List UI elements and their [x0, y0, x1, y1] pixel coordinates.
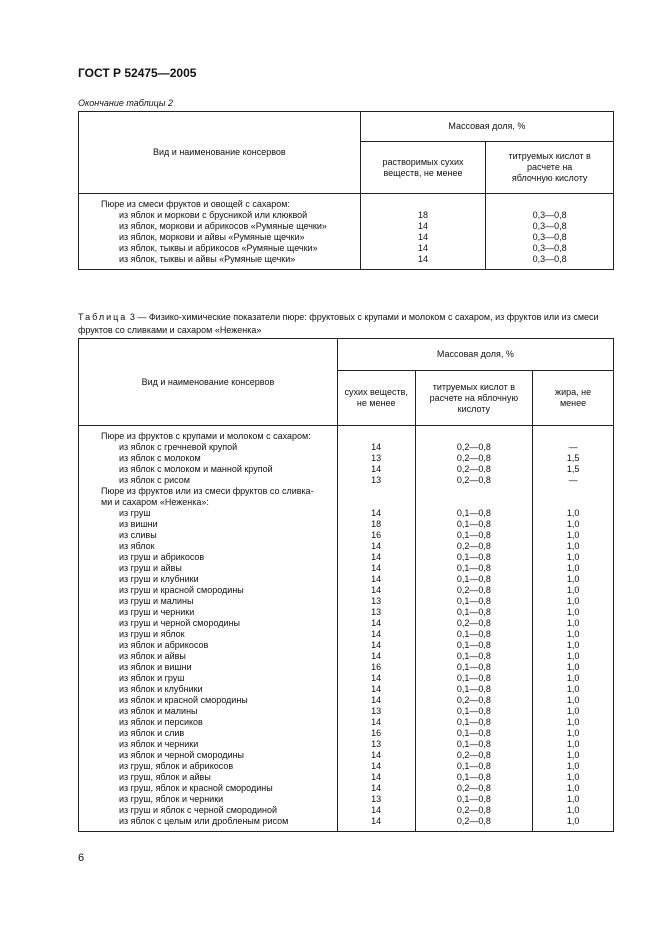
table3-row-name: из яблок и абрикосов: [119, 640, 209, 650]
table3-row-name: из яблок и черной смородины: [119, 750, 245, 760]
page-number: 6: [78, 852, 85, 864]
table2-cell-b: 0,3—0,8: [532, 232, 567, 242]
table2-row-name: из яблок, моркови и абрикосов «Румяные щечки»: [119, 221, 327, 231]
table3-cell-b: 0,2—0,8: [456, 453, 491, 463]
table3-cell-b: 0,1—0,8: [456, 728, 491, 738]
table3-row-name: из яблок и малины: [119, 706, 198, 716]
table3-cell-a: 14: [371, 761, 382, 771]
table3-cell-a: 14: [371, 651, 382, 661]
table3-cell-b: 0,1—0,8: [456, 673, 491, 683]
table3-cell-c: 1,0: [566, 684, 580, 694]
table3-cell-b: 0,1—0,8: [456, 530, 491, 540]
table3-cell-c: 1,0: [566, 596, 580, 606]
table2-row-name: из яблок, тыквы и айвы «Румяные щечки»: [119, 254, 296, 264]
table3-row-name: из груш и красной смородины: [119, 585, 244, 595]
table3-cell-a: 14: [371, 783, 382, 793]
table3-cell-b: 0,1—0,8: [456, 651, 491, 661]
table3-cell-c: [533, 431, 613, 442]
table3-cell-b: 0,2—0,8: [456, 585, 491, 595]
table3-row-name: из груш и малины: [119, 596, 194, 606]
table3-cell-c: 1,0: [566, 772, 580, 782]
table2-row-name: из яблок, тыквы и абрикосов «Румяные щечки»: [119, 243, 318, 253]
table3-cell-a: 14: [371, 772, 382, 782]
table3-cell-a: 14: [371, 442, 382, 452]
table3-cell-c: 1,0: [566, 662, 580, 672]
table3-row-name: из груш и черники: [119, 607, 195, 617]
table3-row-name: из груш, яблок и красной смородины: [119, 783, 273, 793]
table3-cell-a: 13: [371, 596, 382, 606]
table3-col-c-values: [533, 426, 614, 832]
table3-row-name: из груш и черной смородины: [119, 618, 241, 628]
table2-col-b-values: [486, 194, 614, 270]
table2-cell-b: 0,3—0,8: [532, 221, 567, 231]
table3-cell-a: 16: [371, 728, 382, 738]
table3-cell-b: 0,2—0,8: [456, 816, 491, 826]
table3-cell-a: 14: [371, 541, 382, 551]
table2-header-name: Вид и наименование консервов: [79, 112, 361, 194]
table3-caption: [78, 311, 618, 337]
table3-cell-b: 0,1—0,8: [456, 717, 491, 727]
table2-names-column: [79, 194, 361, 270]
table3-cell-c: 1,0: [566, 783, 580, 793]
table3-cell-c: 1,0: [566, 673, 580, 683]
table3-cell-a: 13: [371, 739, 382, 749]
table3-row-name: из яблок с целым или дробленым рисом: [119, 816, 289, 826]
table3-row-name: из яблок и красной смородины: [119, 695, 248, 705]
table3-cell-c: 1,0: [566, 728, 580, 738]
table3-cell-c: 1,0: [566, 541, 580, 551]
table3-cell-c: [533, 497, 613, 508]
table3-header-name: Вид и наименование консервов: [79, 339, 338, 426]
table3-header-col-b: титруемых кислот в расчете на яблочную кислоту: [415, 371, 533, 426]
table3-cell-c: [533, 486, 613, 497]
table3-cell-c: 1,0: [566, 750, 580, 760]
table3-cell-c: 1,0: [566, 530, 580, 540]
table3-row-name: из яблок и слив: [119, 728, 185, 738]
table3-group-heading: Пюре из фруктов с крупами и молоком с сахаром:: [101, 431, 311, 441]
table3-cell-c: 1,0: [566, 805, 580, 815]
table3-row-name: из яблок и персиков: [119, 717, 203, 727]
table3-cell-b: 0,1—0,8: [456, 662, 491, 672]
table3-cell-b: [416, 486, 533, 497]
table3-cell-c: 1,0: [566, 629, 580, 639]
table3-cell-b: 0,1—0,8: [456, 629, 491, 639]
table2-cell-a: 14: [418, 232, 429, 242]
table3-cell-c: 1,5: [566, 453, 580, 463]
table3-cell-b: 0,2—0,8: [456, 541, 491, 551]
table3-cell-a: 14: [371, 805, 382, 815]
table3-cell-a: 14: [371, 574, 382, 584]
table2-cell-a: 14: [418, 221, 429, 231]
table2: [78, 111, 614, 270]
table3-row-name: из груш и клубники: [119, 574, 199, 584]
table3-row-name: из яблок и айвы: [119, 651, 186, 661]
table3-cell-a: 14: [371, 684, 382, 694]
table2-header-col-b: титруемых кислот в расчете на яблочную кислоту: [486, 142, 614, 194]
table3-cell-b: 0,2—0,8: [456, 464, 491, 474]
table3-cell-a: 14: [371, 673, 382, 683]
table3-cell-a: 13: [371, 706, 382, 716]
table3-cell-a: 14: [371, 464, 382, 474]
table3-cell-b: [416, 431, 533, 442]
table3-cell-c: 1,0: [566, 816, 580, 826]
table3-row-name: из сливы: [119, 530, 157, 540]
table3-cell-c: 1,0: [566, 585, 580, 595]
table3-cell-c: 1,5: [566, 464, 580, 474]
table3-header-col-c: жира, не менее: [533, 371, 614, 426]
table3-row-name: из вишни: [119, 519, 158, 529]
table3-cell-b: 0,1—0,8: [456, 574, 491, 584]
table3-cell-b: 0,1—0,8: [456, 739, 491, 749]
table3-cell-a: 14: [371, 508, 382, 518]
table3-cell-c: 1,0: [566, 519, 580, 529]
table3-cell-a: 14: [371, 750, 382, 760]
table3-cell-a: 16: [371, 530, 382, 540]
document-title: ГОСТ Р 52475—2005: [78, 66, 197, 80]
table3-cell-b: 0,1—0,8: [456, 563, 491, 573]
table3-cell-c: 1,0: [566, 552, 580, 562]
table3-cell-b: 0,1—0,8: [456, 794, 491, 804]
table3-cell-c: 1,0: [566, 717, 580, 727]
table3-cell-b: 0,1—0,8: [456, 761, 491, 771]
table3-cell-a: 14: [371, 618, 382, 628]
table3-group-heading: Пюре из фруктов или из смеси фруктов со сливка-: [101, 486, 314, 496]
table3-cell-c: 1,0: [566, 618, 580, 628]
table3-cell-c: —: [568, 442, 578, 452]
table3-cell-b: 0,1—0,8: [456, 508, 491, 518]
table3-row-name: из яблок с молоком и манной крупой: [119, 464, 273, 474]
table3-cell-b: 0,2—0,8: [456, 805, 491, 815]
table2-cell-b: 0,3—0,8: [532, 243, 567, 253]
table3-cell-b: 0,1—0,8: [456, 684, 491, 694]
table2-cell-a: 14: [418, 254, 429, 264]
table3-row-name: из яблок: [119, 541, 155, 551]
table3-cell-a: 14: [371, 585, 382, 595]
table3-caption-label: Таблица: [78, 312, 128, 322]
table3-row-name: из груш: [119, 508, 151, 518]
table3-cell-a: 14: [371, 695, 382, 705]
table3-row-name: из груш и абрикосов: [119, 552, 205, 562]
table3-cell-b: 0,1—0,8: [456, 519, 491, 529]
table2-row-name: из яблок, моркови и айвы «Румяные щечки»: [119, 232, 305, 242]
table3-cell-a: 14: [371, 552, 382, 562]
table3-row-name: из яблок и груш: [119, 673, 185, 683]
table3-cell-a: 14: [371, 816, 382, 826]
table3-cell-a: 13: [371, 794, 382, 804]
table2-cell-b: 0,3—0,8: [532, 210, 567, 220]
table3-cell-b: [416, 497, 533, 508]
table3-cell-b: 0,1—0,8: [456, 607, 491, 617]
table2-cell-b: [486, 199, 613, 210]
table3-cell-b: 0,2—0,8: [456, 475, 491, 485]
table3-cell-c: 1,0: [566, 574, 580, 584]
table3-col-a-values: [337, 426, 415, 832]
table2-cell-a: [361, 199, 486, 210]
table3-cell-c: 1,0: [566, 563, 580, 573]
table3-row-name: из яблок с молоком: [119, 453, 201, 463]
table3-cell-b: 0,1—0,8: [456, 772, 491, 782]
table2-cell-a: 18: [418, 210, 429, 220]
table3-row-name: из груш, яблок и айвы: [119, 772, 211, 782]
table3-cell-c: 1,0: [566, 761, 580, 771]
table3-row-name: из яблок с рисом: [119, 475, 190, 485]
table3-cell-a: [338, 486, 415, 497]
table3-cell-c: 1,0: [566, 739, 580, 749]
table3-cell-b: 0,1—0,8: [456, 552, 491, 562]
table3-cell-c: 1,0: [566, 706, 580, 716]
table3-cell-c: 1,0: [566, 607, 580, 617]
table3-cell-c: 1,0: [566, 695, 580, 705]
table3-cell-a: [338, 497, 415, 508]
table2-col-a-values: [360, 194, 486, 270]
table3-cell-b: 0,2—0,8: [456, 618, 491, 628]
table3-cell-a: 13: [371, 475, 382, 485]
table3-col-b-values: [415, 426, 533, 832]
table2-cell-b: 0,3—0,8: [532, 254, 567, 264]
table3-row-name: из груш, яблок и абрикосов: [119, 761, 234, 771]
table2-caption: Окончание таблицы 2: [78, 98, 173, 108]
table3-group-heading: ми и сахаром «Неженка»:: [101, 497, 209, 507]
table3-cell-c: 1,0: [566, 640, 580, 650]
table3-cell-a: 13: [371, 453, 382, 463]
table3-header-col-a: сухих веществ, не менее: [337, 371, 415, 426]
table3-cell-b: 0,2—0,8: [456, 783, 491, 793]
table3-cell-b: 0,2—0,8: [456, 442, 491, 452]
table3-cell-a: 14: [371, 563, 382, 573]
table3-cell-c: 1,0: [566, 651, 580, 661]
table3-cell-b: 0,1—0,8: [456, 706, 491, 716]
table3-cell-a: 16: [371, 662, 382, 672]
table3-cell-c: 1,0: [566, 508, 580, 518]
table3-caption-text: 3 — Физико-химические показатели пюре: фруктовых с крупами и молоком с сахаром, из фруктов или из смеси фруктов со сливками и сахаром «Неженка»: [78, 312, 599, 335]
table3-cell-c: —: [568, 475, 578, 485]
table3-row-name: из яблок и клубники: [119, 684, 203, 694]
table3-cell-a: [338, 431, 415, 442]
table2-row-name: из яблок и моркови с брусникой или клюквой: [119, 210, 308, 220]
table2-header-group: Массовая доля, %: [360, 112, 613, 142]
table3-cell-a: 18: [371, 519, 382, 529]
table3-row-name: из груш и яблок: [119, 629, 185, 639]
table2-cell-a: 14: [418, 243, 429, 253]
table3-names-column: [79, 426, 338, 832]
table3-cell-b: 0,1—0,8: [456, 640, 491, 650]
table3-cell-a: 14: [371, 640, 382, 650]
table3-cell-a: 14: [371, 629, 382, 639]
table2-header-col-a: растворимых сухих веществ, не менее: [360, 142, 486, 194]
table3-cell-b: 0,2—0,8: [456, 695, 491, 705]
table3: [78, 338, 614, 832]
table3-row-name: из груш, яблок и черники: [119, 794, 224, 804]
table3-row-name: из яблок с гречневой крупой: [119, 442, 238, 452]
table2-group-heading: Пюре из смеси фруктов и овощей с сахаром:: [101, 199, 290, 209]
table3-row-name: из груш и айвы: [119, 563, 182, 573]
table3-header-group: Массовая доля, %: [337, 339, 613, 371]
table3-cell-a: 14: [371, 717, 382, 727]
table3-cell-b: 0,2—0,8: [456, 750, 491, 760]
table3-row-name: из яблок и черники: [119, 739, 199, 749]
table3-cell-c: 1,0: [566, 794, 580, 804]
table3-cell-b: 0,1—0,8: [456, 596, 491, 606]
table3-cell-a: 13: [371, 607, 382, 617]
table3-row-name: из яблок и вишни: [119, 662, 192, 672]
table3-row-name: из груш и яблок с черной смородиной: [119, 805, 278, 815]
